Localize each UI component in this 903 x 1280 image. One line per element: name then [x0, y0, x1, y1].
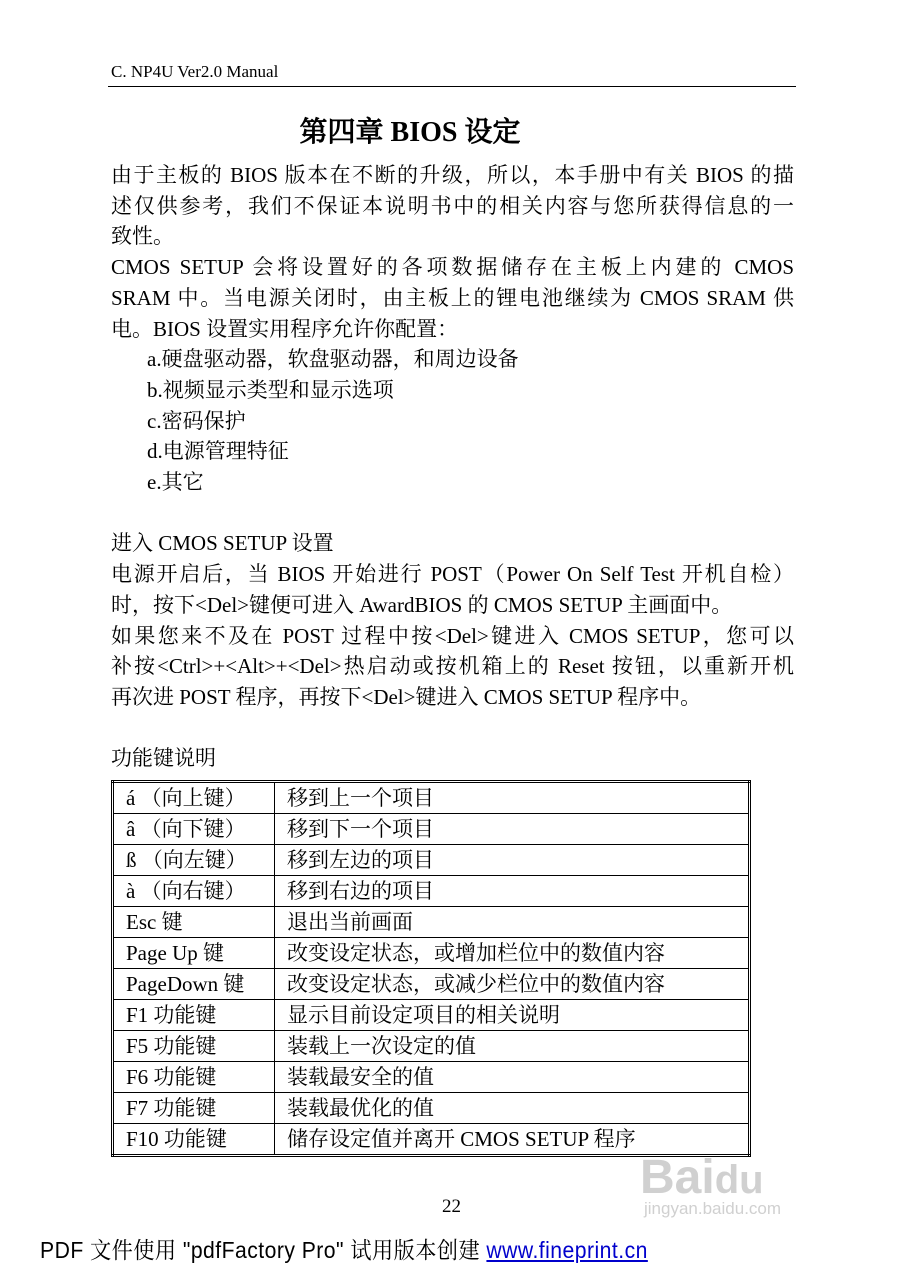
table-row — [113, 1000, 750, 1031]
fineprint-link[interactable]: www.fineprint.cn — [486, 1237, 648, 1263]
description-cell: 移到左边的项目 — [275, 845, 750, 876]
table-row — [113, 782, 750, 814]
page-number: 22 — [442, 1196, 461, 1217]
running-header: C. NP4U Ver2.0 Manual — [111, 62, 279, 81]
para-line: 再次进 POST 程序，再按下<Del>键进入 CMOS SETUP 程序中。 — [111, 684, 702, 709]
key-cell: F7 功能键 — [113, 1093, 275, 1124]
table-row — [113, 907, 750, 938]
list-item: d.电源管理特征 — [147, 439, 289, 464]
baidu-watermark: Baidu jingyan.baidu.com — [640, 1151, 782, 1218]
table-row — [113, 938, 750, 969]
description-cell: 改变设定状态，或增加栏位中的数值内容 — [275, 938, 750, 969]
para-line: SRAM 中。当电源关闭时，由主板上的锂电池继续为 CMOS SRAM 供 — [111, 285, 794, 310]
description-cell: 显示目前设定项目的相关说明 — [275, 1000, 750, 1031]
para-line: 时，按下<Del>键便可进入 AwardBIOS 的 CMOS SETUP 主画面中。 — [111, 592, 733, 617]
key-cell: F6 功能键 — [113, 1062, 275, 1093]
description-cell: 装载上一次设定的值 — [275, 1031, 750, 1062]
table-row — [113, 814, 750, 845]
function-key-table — [111, 780, 751, 1157]
para-line: CMOS SETUP 会将设置好的各项数据储存在主板上内建的 CMOS — [111, 255, 794, 280]
section-heading: 进入 CMOS SETUP 设置 — [111, 531, 334, 556]
description-cell: 移到下一个项目 — [275, 814, 750, 845]
description-cell: 移到右边的项目 — [275, 876, 750, 907]
pdf-footer — [40, 1232, 648, 1265]
section-heading: 功能键说明 — [111, 746, 216, 771]
description-cell: 移到上一个项目 — [275, 782, 750, 814]
list-item: c.密码保护 — [147, 408, 246, 433]
para-line: 述仅供参考，我们不保证本说明书中的相关内容与您所获得信息的一 — [111, 193, 794, 218]
table-row — [113, 1031, 750, 1062]
key-cell: ß （向左键） — [113, 845, 275, 876]
chapter-title: 第四章 BIOS 设定 — [299, 117, 521, 148]
key-cell: PageDown 键 — [113, 969, 275, 1000]
header-rule — [108, 86, 796, 87]
description-cell: 装载最安全的值 — [275, 1062, 750, 1093]
key-cell: Esc 键 — [113, 907, 275, 938]
table-row — [113, 1062, 750, 1093]
table-row — [113, 1093, 750, 1124]
description-cell: 改变设定状态，或减少栏位中的数值内容 — [275, 969, 750, 1000]
description-cell: 装载最优化的值 — [275, 1093, 750, 1124]
table-row — [113, 876, 750, 907]
para-line: 致性。 — [111, 224, 174, 249]
key-cell: à （向右键） — [113, 876, 275, 907]
key-cell: F10 功能键 — [113, 1124, 275, 1156]
key-cell: â （向下键） — [113, 814, 275, 845]
footer-text: PDF 文件使用 "pdfFactory Pro" 试用版本创建 — [40, 1237, 487, 1263]
key-cell: F1 功能键 — [113, 1000, 275, 1031]
table-row — [113, 969, 750, 1000]
body-text — [111, 160, 794, 774]
para-line: 电。BIOS 设置实用程序允许你配置： — [111, 316, 459, 341]
description-cell: 退出当前画面 — [275, 907, 750, 938]
key-cell: F5 功能键 — [113, 1031, 275, 1062]
list-item: b.视频显示类型和显示选项 — [147, 377, 394, 402]
key-cell: á （向上键） — [113, 782, 275, 814]
key-cell: Page Up 键 — [113, 938, 275, 969]
list-item: e.其它 — [147, 470, 204, 495]
table-row — [113, 845, 750, 876]
description-cell: 储存设定值并离开 CMOS SETUP 程序 — [275, 1124, 750, 1156]
para-line: 补按<Ctrl>+<Alt>+<Del>热启动或按机箱上的 Reset 按钮，以重新开机 — [111, 654, 794, 679]
para-line: 如果您来不及在 POST 过程中按<Del>键进入 CMOS SETUP，您可以 — [111, 623, 794, 648]
para-line: 由于主板的 BIOS 版本在不断的升级，所以，本手册中有关 BIOS 的描 — [111, 163, 794, 187]
list-item: a.硬盘驱动器，软盘驱动器，和周边设备 — [147, 347, 519, 372]
para-line: 电源开启后，当 BIOS 开始进行 POST（Power On Self Test 开机自检） — [111, 562, 794, 587]
